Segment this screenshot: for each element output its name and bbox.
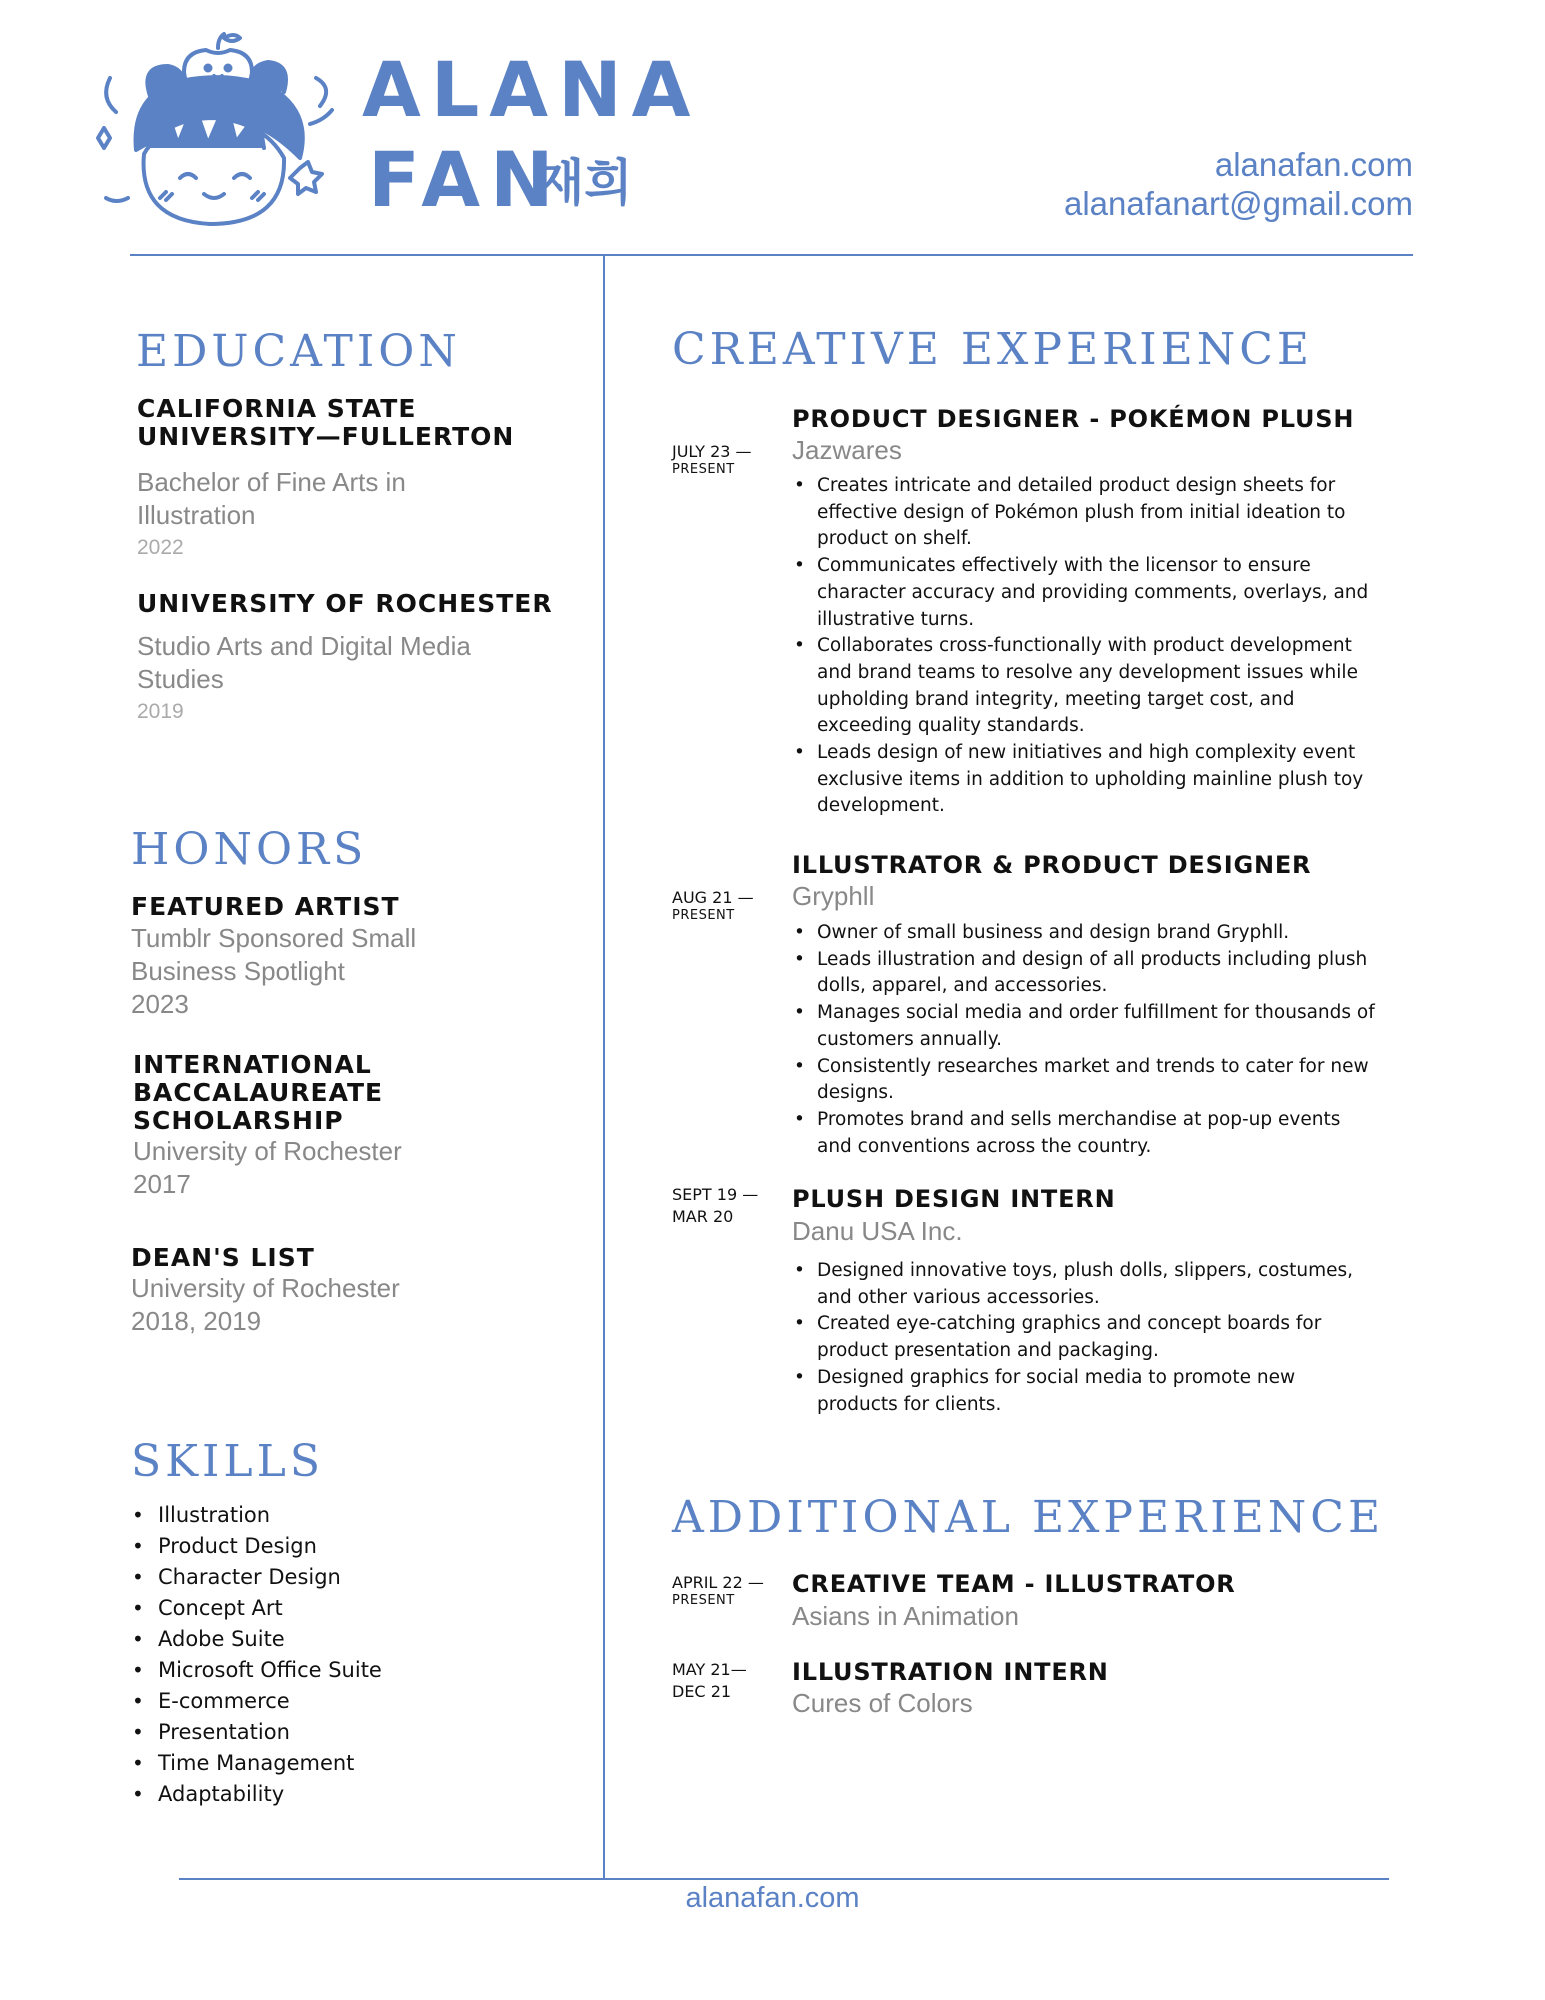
skill-item: • Adaptability (132, 1779, 382, 1810)
job-bullets (792, 920, 1377, 1160)
skill-item: • Time Management (132, 1748, 382, 1779)
skill-item: • Adobe Suite (132, 1624, 382, 1655)
skill-item: • Concept Art (132, 1593, 382, 1624)
honor-description: University of Rochester 2018, 2019 (131, 1273, 400, 1336)
job-date: SEPT 19 — MAR 20 (672, 1185, 759, 1226)
skills-list (132, 1500, 382, 1810)
job-bullets (792, 473, 1377, 820)
job-bullet: • Promotes brand and sells merchandise at pop-up events and conventions across the country. (792, 1107, 1377, 1160)
honor-description: University of Rochester 2017 (133, 1136, 402, 1199)
job-date: AUG 21 — PRESENT (672, 888, 754, 923)
honor-title: INTERNATIONAL BACCALAUREATE SCHOLARSHIP (133, 1050, 384, 1135)
job-bullet: • Manages social media and order fulfillment for thousands of customers annually. (792, 1000, 1377, 1053)
school-name: UNIVERSITY OF ROCHESTER (137, 589, 553, 618)
skill-item: • Character Design (132, 1562, 382, 1593)
column-divider (603, 254, 605, 1880)
job-bullet: • Communicates effectively with the licensor to ensure character accuracy and providing comments, overlays, and illustrative turns. (792, 553, 1377, 633)
footer-website-link[interactable]: alanafan.com (685, 1882, 860, 1914)
honor-title: DEAN'S LIST (131, 1243, 315, 1272)
job-title: CREATIVE TEAM - ILLUSTRATOR (792, 1570, 1236, 1598)
header-divider (130, 254, 1413, 256)
job-title: PRODUCT DESIGNER - POKÉMON PLUSH (792, 405, 1355, 433)
skill-item: • Illustration (132, 1500, 382, 1531)
website-link[interactable]: alanafan.com (1214, 146, 1413, 183)
honor-title: FEATURED ARTIST (131, 892, 400, 921)
job-bullet: • Collaborates cross-functionally with product development and brand teams to resolve any development issues while upholding brand integrity, meeting target cost, and exceeding quality standards. (792, 633, 1377, 740)
job-title: ILLUSTRATION INTERN (792, 1658, 1109, 1686)
job-company: Gryphll (792, 881, 875, 911)
degree: Studio Arts and Digital Media Studies (137, 631, 471, 694)
job-bullet: • Owner of small business and design brand Gryphll. (792, 920, 1377, 947)
job-title: PLUSH DESIGN INTERN (792, 1185, 1116, 1213)
job-bullets (792, 1258, 1377, 1418)
skill-item: • Presentation (132, 1717, 382, 1748)
avatar-illustration (88, 18, 348, 243)
job-company: Cures of Colors (792, 1688, 973, 1718)
job-bullet: • Designed innovative toys, plush dolls, slippers, costumes, and other various accessories. (792, 1258, 1377, 1311)
skill-item: • E-commerce (132, 1686, 382, 1717)
job-date: APRIL 22 — PRESENT (672, 1573, 764, 1608)
job-bullet: • Created eye-catching graphics and concept boards for product presentation and packaging. (792, 1311, 1377, 1364)
graduation-year: 2022 (137, 536, 184, 559)
job-bullet: • Designed graphics for social media to promote new products for clients. (792, 1365, 1377, 1418)
honor-description: Tumblr Sponsored Small Business Spotlight 2023 (131, 923, 417, 1019)
job-date: JULY 23 — PRESENT (672, 442, 752, 477)
job-bullet: • Leads design of new initiatives and high complexity event exclusive items in addition to upholding mainline plush toy development. (792, 740, 1377, 820)
skill-item: • Microsoft Office Suite (132, 1655, 382, 1686)
last-name: FAN (368, 135, 564, 224)
email-link[interactable]: alanafanart@gmail.com (1064, 185, 1413, 222)
job-bullet: • Creates intricate and detailed product design sheets for effective design of Pokémon plush from initial ideation to product on shelf. (792, 473, 1377, 553)
footer-divider (179, 1878, 1389, 1880)
education-heading: EDUCATION (136, 326, 461, 377)
first-name: ALANA (362, 45, 701, 134)
job-company: Danu USA Inc. (792, 1216, 963, 1246)
honors-heading: HONORS (131, 824, 368, 875)
job-bullet: • Leads illustration and design of all products including plush dolls, apparel, and accessories. (792, 947, 1377, 1000)
job-date: MAY 21— DEC 21 (672, 1660, 747, 1701)
job-company: Asians in Animation (792, 1601, 1019, 1631)
degree: Bachelor of Fine Arts in Illustration (137, 467, 406, 530)
korean-name: 재희 (536, 154, 633, 212)
school-name: CALIFORNIA STATE UNIVERSITY—FULLERTON (137, 394, 515, 451)
skills-heading: SKILLS (131, 1436, 324, 1487)
job-title: ILLUSTRATOR & PRODUCT DESIGNER (792, 851, 1312, 879)
job-company: Jazwares (792, 435, 902, 465)
job-bullet: • Consistently researches market and trends to cater for new designs. (792, 1054, 1377, 1107)
additional-experience-heading: ADDITIONAL EXPERIENCE (672, 1492, 1385, 1543)
skill-item: • Product Design (132, 1531, 382, 1562)
creative-experience-heading: CREATIVE EXPERIENCE (672, 324, 1313, 375)
graduation-year: 2019 (137, 700, 184, 723)
